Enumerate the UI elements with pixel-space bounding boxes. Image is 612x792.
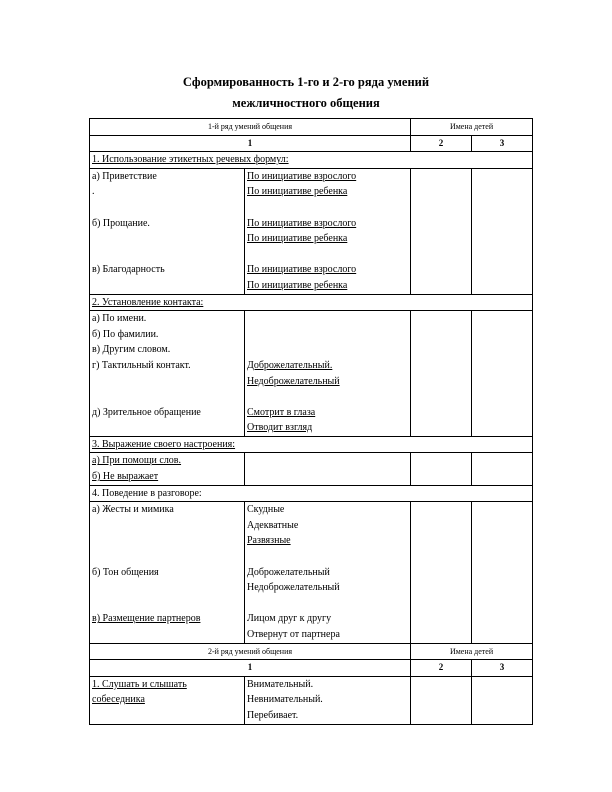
placement-turned-away: Отвернут от партнера (247, 629, 340, 640)
col-number-2: 2 (411, 135, 472, 152)
listen-attentive: Внимательный. (247, 678, 314, 690)
section-row (90, 436, 533, 453)
option-cell (245, 311, 411, 437)
listen-interrupts: Перебивает. (247, 709, 299, 721)
listen-label-line-2: собеседника (92, 694, 145, 706)
section-row (90, 485, 533, 502)
table-row (90, 676, 533, 724)
option-cell (245, 453, 411, 485)
child-cell-3 (472, 453, 533, 485)
visual-looks-in-eyes: Смотрит в глаза (247, 406, 316, 418)
greeting-adult: По инициативе взрослого (247, 170, 357, 182)
section-2-title: 2. Установление контакта: (90, 294, 533, 311)
skill-cell (90, 311, 245, 437)
column-numbers-row-1 (90, 135, 533, 152)
table-row (90, 453, 533, 485)
col-number-3: 3 (472, 660, 533, 677)
tactile-friendly: Доброжелательный. (247, 359, 333, 371)
contact-tactile: г) Тактильный контакт. (92, 359, 191, 371)
child-cell-2 (411, 311, 472, 437)
section-4-title: 4. Поведение в разговоре: (90, 485, 533, 502)
gestures-loose: Развязные (247, 535, 291, 547)
skill-cell (90, 502, 245, 643)
child-cell-3 (472, 676, 533, 724)
tone-unfriendly: Недоброжелательный (247, 582, 340, 594)
contact-other-word: в) Другим словом. (92, 344, 171, 356)
child-cell-2 (411, 453, 472, 485)
col-number-3: 3 (472, 135, 533, 152)
visual-looks-away: Отводит взгляд (247, 422, 313, 434)
header-children-names-1: Имена детей (411, 119, 533, 136)
child-cell-2 (411, 676, 472, 724)
gestures-adequate: Адекватные (247, 519, 299, 531)
header-skills-2: 2-й ряд умений общения (90, 643, 411, 660)
mood-not-expressed: б) Не выражает (92, 471, 159, 483)
section-3-title: 3. Выражение своего настроения: (90, 436, 533, 453)
table-row (90, 502, 533, 643)
tone-friendly: Доброжелательный (247, 566, 330, 578)
farewell-child: По инициативе ребенка (247, 233, 348, 245)
page-title-line-2: межличностного общения (232, 96, 380, 110)
option-cell (245, 502, 411, 643)
greeting-child: По инициативе ребенка (247, 186, 348, 198)
contact-by-name: а) По имени. (92, 313, 147, 325)
greeting-label: а) Приветствие (92, 170, 157, 182)
greeting-dot: . (92, 186, 95, 198)
child-cell-3 (472, 502, 533, 643)
skill-cell (90, 453, 245, 485)
tone-label: б) Тон общения (92, 566, 159, 578)
table-header-row-1 (90, 119, 533, 136)
thanks-child: По инициативе ребенка (247, 279, 348, 291)
header-skills-1: 1-й ряд умений общения (90, 119, 411, 136)
child-cell-2 (411, 168, 472, 294)
placement-facing: Лицом друг к другу (247, 613, 332, 625)
contact-by-surname: б) По фамилии. (92, 328, 159, 340)
col-number-1: 1 (90, 135, 411, 152)
table-header-row-2 (90, 643, 533, 660)
table-row (90, 311, 533, 437)
section-row (90, 294, 533, 311)
column-numbers-row-2 (90, 660, 533, 677)
option-cell (245, 168, 411, 294)
farewell-label: б) Прощание. (92, 217, 150, 229)
thanks-adult: По инициативе взрослого (247, 264, 357, 276)
placement-label: в) Размещение партнеров (92, 613, 201, 625)
mood-with-words: а) При помощи слов. (92, 455, 182, 467)
col-number-2: 2 (411, 660, 472, 677)
gestures-scarce: Скудные (247, 504, 285, 516)
tactile-unfriendly: Недоброжелательный (247, 375, 340, 387)
skill-cell (90, 676, 245, 724)
section-row (90, 152, 533, 169)
farewell-adult: По инициативе взрослого (247, 217, 357, 229)
header-children-names-2: Имена детей (411, 643, 533, 660)
skill-cell (90, 168, 245, 294)
thanks-label: в) Благодарность (92, 264, 165, 276)
child-cell-3 (472, 311, 533, 437)
listen-inattentive: Невнимательный. (247, 694, 323, 706)
option-cell (245, 676, 411, 724)
table-row (90, 168, 533, 294)
page-title-line-1: Сформированность 1-го и 2-го ряда умений (182, 75, 430, 89)
child-cell-3 (472, 168, 533, 294)
section-1-title: 1. Использование этикетных речевых формул: (90, 152, 533, 169)
listen-label-line-1: 1. Слушать и слышать (92, 678, 187, 690)
child-cell-2 (411, 502, 472, 643)
contact-visual: д) Зрительное обращение (92, 406, 201, 418)
skills-table (89, 118, 533, 725)
gestures-label: а) Жесты и мимика (92, 504, 174, 516)
col-number-1: 1 (90, 660, 411, 677)
